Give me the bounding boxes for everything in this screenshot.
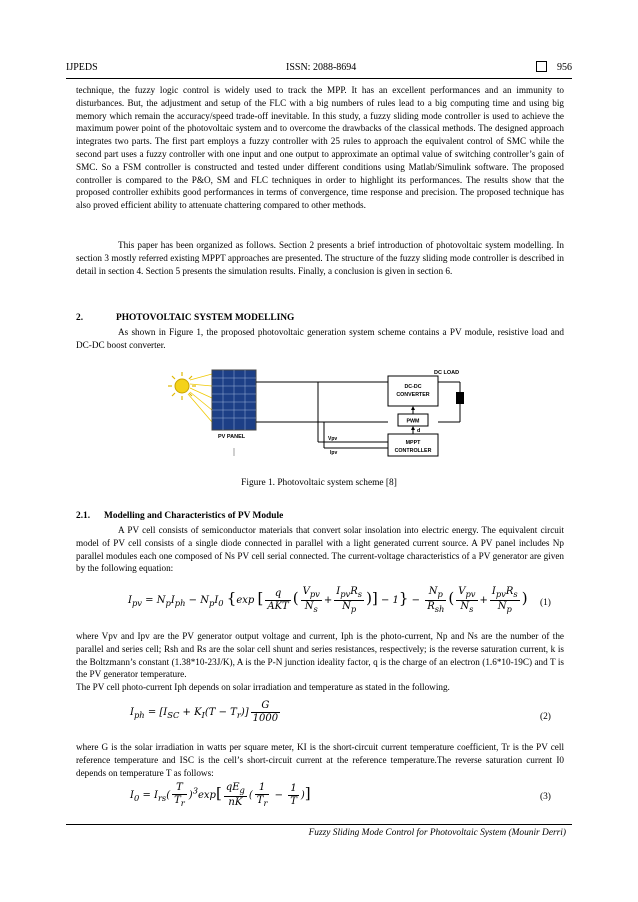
vpv-label: Vpv xyxy=(328,436,338,442)
section-heading xyxy=(76,313,294,323)
pv-system-scheme xyxy=(168,366,470,458)
converter-label-2: CONVERTER xyxy=(396,392,430,398)
section-paragraph: As shown in Figure 1, the proposed photovoltaic generation system scheme contains a PV module, resistive load and DC-DC boost converter. xyxy=(76,327,564,350)
page-footer: Fuzzy Sliding Mode Control for Photovoltaic System (Mounir Derri) xyxy=(308,828,566,838)
intro-paragraph-1: technique, the fuzzy logic control is widely used to track the MPP. It has an excellent performances and an immunity to disturbances. But, the adjustment and setup of the FLC with a big numbers of rules lead to a big computing time and using big memory which remain the accuracy/speed trade-off inevitable. In this study, a fuzzy sliding mode controller is used to achieve the maximum power point of the photovoltaic system and to overcome the drawbacks of the classical methods. The designed approach integrates two parts. The first part employs a fuzzy controller with 25 rules to approach the equivalent control of SMC while the second part uses a fuzzy controller with one input and one output to approximate an optimal value of switching controller’s gain of SMC. So a FSM controller is constructed and tested under different conditions using Matlab/Simulink software. The proposed controller is compared to the P&O, SM and FLC techniques in order to highlight its performances. The results show that the proposed controller exhibits good performances in terms of convergence, time response and precision. The proposed technique has also proved efficient ability to attenuate chattering compared to other methods. xyxy=(76,85,564,211)
dc-load-label: DC LOAD xyxy=(434,370,460,376)
issn: ISSN: 2088-8694 xyxy=(286,62,357,73)
checkbox-square-icon xyxy=(536,61,547,72)
pv-panel-icon xyxy=(212,370,256,430)
equation-2: $I_{ph} = [I_{SC} + K_I(T - T_r)]$ $\frac{G}{1000}$ xyxy=(130,700,279,724)
figure-caption: Figure 1. Photovoltaic system scheme [8] xyxy=(241,478,397,488)
duty-label: d xyxy=(417,428,421,434)
converter-label-1: DC-DC xyxy=(404,384,422,390)
header-rule xyxy=(66,78,572,79)
intro-paragraph-2: This paper has been organized as follows. Section 2 presents a brief introduction of photovoltaic system modelling. In section 3 mostly referred existing MPPT approaches are presented. The structure of the fuzzy sliding mode controller is described in detail in section 4. Section 5 presents the simulation results. Finally, a conclusion is given in section 6. xyxy=(76,240,564,276)
equation-1-number: (1) xyxy=(540,598,551,608)
section-number: 2. xyxy=(76,313,84,323)
dc-dc-converter-box xyxy=(388,376,438,406)
subsection-paragraph-3: The PV cell photo-current Iph depends on solar irradiation and temperature as stated in the following. xyxy=(76,682,450,692)
ipv-label: Ipv xyxy=(330,450,338,456)
equation-2-number: (2) xyxy=(540,712,551,722)
pv-panel-label: PV PANEL xyxy=(218,434,246,440)
journal-name: IJPEDS xyxy=(66,62,98,73)
equation-3: $I_0 = I_{rs}$( $\frac{T}{T_r}$ )$^3$exp[ $\frac{qE_g}{nK}$ ( $\frac{1}{T_r}$ − $\frac{1}{T}$ )] xyxy=(130,782,311,808)
dc-load-resistor xyxy=(456,392,464,404)
section-title: PHOTOVOLTAIC SYSTEM MODELLING xyxy=(116,313,295,323)
subsection-heading xyxy=(76,511,283,521)
subsection-paragraph-1: A PV cell consists of semiconductor materials that convert solar insolation into electric energy. The equivalent circuit model of PV cell consists of a single diode connected in parallel with a light generated current source. A PV panel includes Np parallel modules each one composed of Ns PV cell serial connected. The current-voltage characteristics of a PV generator are given by the following equation: xyxy=(76,525,564,574)
equation-1: $I_{pv} = N_pI_{ph} - N_pI_0$ {exp [ $\frac{q}{\text{AKT}}$ ( $\frac{V_{pv}}{N_s}$ + $\frac{I_{pv}R_s}{N_p}$ )] − 1} − $\frac{N_p}{R_{sh}}$ ( $\frac{V_{pv}}{N_s}$ + $\frac{I_{pv}R_s}{N_p}$ ) xyxy=(128,586,528,614)
subsection-title: Modelling and Characteristics of PV Module xyxy=(104,511,284,521)
sun-icon xyxy=(168,372,212,422)
mppt-label-1: MPPT xyxy=(405,440,421,446)
footer-rule xyxy=(66,824,572,825)
mppt-label-2: CONTROLLER xyxy=(394,448,432,454)
equation-3-number: (3) xyxy=(540,792,551,802)
page-header xyxy=(66,60,572,76)
subsection-paragraph-2: where Vpv and Ipv are the PV generator output voltage and current, Iph is the photo-current, Np and Ns are the number of the parallel and series cell; Rsh and Rs are the solar cell shunt and series resistances, respectively; is the reverse saturation current, k is the Boltzmann’s constant (1.38*10-23J/K), A is the P-N junction ideality factor, q is the charge of an electron (1.6*10-19C) and T is the PV generator temperature. xyxy=(76,631,564,680)
subsection-paragraph-4: where G is the solar irradiation in watts per square meter, KI is the short-circuit current temperature coefficient, Tr is the PV cell reference temperature and ISC is the cell’s short-circuit current at the reference temperature.The reverse saturation current I0 depends on temperature T as follows: xyxy=(76,742,564,778)
page-number: 956 xyxy=(557,62,572,73)
pwm-label: PWM xyxy=(406,418,420,425)
subsection-number: 2.1. xyxy=(76,511,91,521)
figure-1-diagram xyxy=(168,366,470,458)
